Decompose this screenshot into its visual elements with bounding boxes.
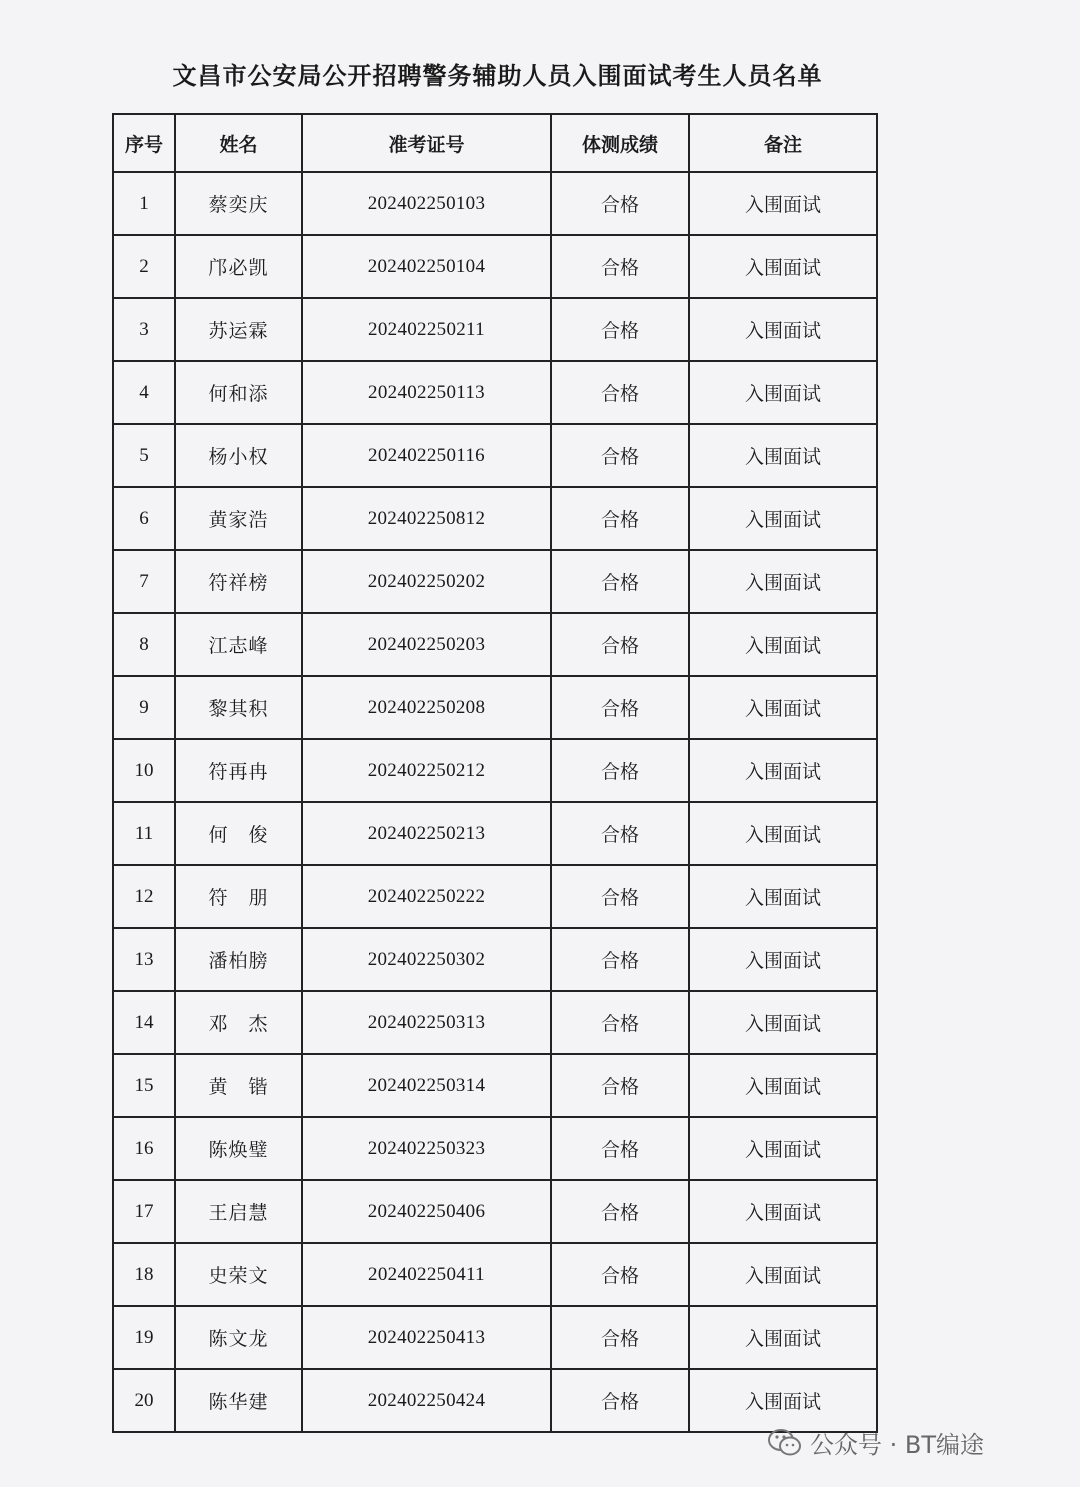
table-row [113, 487, 877, 550]
table-row [113, 172, 877, 235]
table-row [113, 865, 877, 928]
candidate-name: 潘柏膀 [175, 928, 302, 991]
candidate-name: 王启慧 [175, 1180, 302, 1243]
candidate-name: 杨小权 [175, 424, 302, 487]
remark: 入围面试 [689, 1180, 877, 1243]
remark: 入围面试 [689, 613, 877, 676]
exam-ticket-number: 202402250323 [302, 1117, 551, 1180]
fitness-result: 合格 [551, 1306, 689, 1369]
row-number: 18 [113, 1243, 175, 1306]
fitness-result: 合格 [551, 865, 689, 928]
candidate-name: 黎其积 [175, 676, 302, 739]
page-title: 文昌市公安局公开招聘警务辅助人员入围面试考生人员名单 [172, 61, 823, 90]
exam-ticket-number: 202402250113 [302, 361, 551, 424]
row-number: 11 [113, 802, 175, 865]
remark: 入围面试 [689, 487, 877, 550]
row-number: 5 [113, 424, 175, 487]
candidate-name: 陈文龙 [175, 1306, 302, 1369]
remark: 入围面试 [689, 235, 877, 298]
fitness-result: 合格 [551, 1054, 689, 1117]
fitness-result: 合格 [551, 928, 689, 991]
table-row [113, 928, 877, 991]
candidate-name: 邓 杰 [175, 991, 302, 1054]
exam-ticket-number: 202402250211 [302, 298, 551, 361]
fitness-result: 合格 [551, 676, 689, 739]
table-row [113, 550, 877, 613]
fitness-result: 合格 [551, 1369, 689, 1432]
table-row [113, 1117, 877, 1180]
col-header-remark: 备注 [689, 114, 877, 172]
fitness-result: 合格 [551, 1180, 689, 1243]
candidate-name: 陈焕璧 [175, 1117, 302, 1180]
exam-ticket-number: 202402250222 [302, 865, 551, 928]
col-header-id: 准考证号 [302, 114, 551, 172]
watermark [768, 1425, 984, 1460]
table-row [113, 991, 877, 1054]
table-header-row [113, 114, 877, 172]
remark: 入围面试 [689, 676, 877, 739]
remark: 入围面试 [689, 1117, 877, 1180]
fitness-result: 合格 [551, 424, 689, 487]
table-row [113, 361, 877, 424]
table-row [113, 298, 877, 361]
exam-ticket-number: 202402250302 [302, 928, 551, 991]
exam-ticket-number: 202402250116 [302, 424, 551, 487]
row-number: 6 [113, 487, 175, 550]
remark: 入围面试 [689, 1054, 877, 1117]
fitness-result: 合格 [551, 550, 689, 613]
fitness-result: 合格 [551, 613, 689, 676]
table-row [113, 1180, 877, 1243]
candidate-name: 蔡奕庆 [175, 172, 302, 235]
candidate-name: 黄 锴 [175, 1054, 302, 1117]
candidate-name: 符祥榜 [175, 550, 302, 613]
row-number: 4 [113, 361, 175, 424]
fitness-result: 合格 [551, 172, 689, 235]
wechat-icon [768, 1428, 802, 1458]
fitness-result: 合格 [551, 991, 689, 1054]
fitness-result: 合格 [551, 1117, 689, 1180]
exam-ticket-number: 202402250103 [302, 172, 551, 235]
exam-ticket-number: 202402250424 [302, 1369, 551, 1432]
table-row [113, 1243, 877, 1306]
row-number: 16 [113, 1117, 175, 1180]
col-header-no: 序号 [113, 114, 175, 172]
fitness-result: 合格 [551, 739, 689, 802]
row-number: 10 [113, 739, 175, 802]
fitness-result: 合格 [551, 487, 689, 550]
candidate-name: 邝必凯 [175, 235, 302, 298]
table-row [113, 1369, 877, 1432]
candidate-name: 符 朋 [175, 865, 302, 928]
table-row [113, 1306, 877, 1369]
row-number: 17 [113, 1180, 175, 1243]
table-row [113, 1054, 877, 1117]
row-number: 15 [113, 1054, 175, 1117]
candidate-name: 何和添 [175, 361, 302, 424]
candidate-name: 苏运霖 [175, 298, 302, 361]
candidate-table [112, 113, 878, 1433]
col-header-score: 体测成绩 [551, 114, 689, 172]
table-row [113, 739, 877, 802]
remark: 入围面试 [689, 739, 877, 802]
row-number: 9 [113, 676, 175, 739]
remark: 入围面试 [689, 424, 877, 487]
remark: 入围面试 [689, 361, 877, 424]
row-number: 7 [113, 550, 175, 613]
exam-ticket-number: 202402250208 [302, 676, 551, 739]
remark: 入围面试 [689, 1243, 877, 1306]
candidate-name: 黄家浩 [175, 487, 302, 550]
exam-ticket-number: 202402250213 [302, 802, 551, 865]
table-row [113, 676, 877, 739]
row-number: 8 [113, 613, 175, 676]
row-number: 13 [113, 928, 175, 991]
fitness-result: 合格 [551, 298, 689, 361]
remark: 入围面试 [689, 991, 877, 1054]
exam-ticket-number: 202402250104 [302, 235, 551, 298]
fitness-result: 合格 [551, 235, 689, 298]
remark: 入围面试 [689, 1369, 877, 1432]
row-number: 1 [113, 172, 175, 235]
remark: 入围面试 [689, 928, 877, 991]
candidate-name: 江志峰 [175, 613, 302, 676]
fitness-result: 合格 [551, 802, 689, 865]
row-number: 12 [113, 865, 175, 928]
candidate-name: 何 俊 [175, 802, 302, 865]
remark: 入围面试 [689, 802, 877, 865]
candidate-name: 符再冉 [175, 739, 302, 802]
watermark-text: 公众号 · BT编途 [810, 1431, 985, 1459]
exam-ticket-number: 202402250203 [302, 613, 551, 676]
row-number: 3 [113, 298, 175, 361]
row-number: 2 [113, 235, 175, 298]
table-row [113, 424, 877, 487]
remark: 入围面试 [689, 172, 877, 235]
fitness-result: 合格 [551, 1243, 689, 1306]
exam-ticket-number: 202402250202 [302, 550, 551, 613]
col-header-name: 姓名 [175, 114, 302, 172]
exam-ticket-number: 202402250406 [302, 1180, 551, 1243]
remark: 入围面试 [689, 298, 877, 361]
exam-ticket-number: 202402250812 [302, 487, 551, 550]
remark: 入围面试 [689, 1306, 877, 1369]
row-number: 20 [113, 1369, 175, 1432]
fitness-result: 合格 [551, 361, 689, 424]
exam-ticket-number: 202402250314 [302, 1054, 551, 1117]
exam-ticket-number: 202402250413 [302, 1306, 551, 1369]
remark: 入围面试 [689, 865, 877, 928]
remark: 入围面试 [689, 550, 877, 613]
candidate-name: 陈华建 [175, 1369, 302, 1432]
exam-ticket-number: 202402250411 [302, 1243, 551, 1306]
exam-ticket-number: 202402250212 [302, 739, 551, 802]
exam-ticket-number: 202402250313 [302, 991, 551, 1054]
candidate-name: 史荣文 [175, 1243, 302, 1306]
table-row [113, 613, 877, 676]
row-number: 19 [113, 1306, 175, 1369]
table-row [113, 802, 877, 865]
table-row [113, 235, 877, 298]
table-body [113, 172, 877, 1432]
row-number: 14 [113, 991, 175, 1054]
